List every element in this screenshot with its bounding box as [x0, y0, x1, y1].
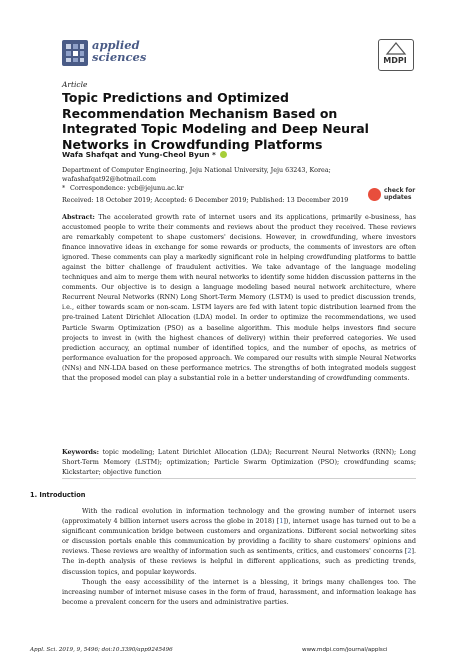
journal-name-line1: applied	[92, 38, 140, 52]
journal-name-line2: sciences	[92, 50, 147, 64]
check-updates-line1: check for	[384, 187, 416, 194]
footer-url[interactable]: www.mdpi.com/journal/applsci	[302, 647, 388, 653]
citation-link[interactable]: 1	[279, 517, 284, 526]
keywords-text: topic modeling; Latent Dirichlet Allocation (LDA); Recurrent Neural Networks (RNN); Long Short-Term Memory (LSTM); optimization; Particle Swarm Optimization (PSO); crowdfunding scams; Kickstarter; objective function	[62, 448, 417, 476]
abstract-label: Abstract:	[62, 213, 95, 221]
paragraph-text: With the radical evolution in information technology and the growing number of internet users (approximately 4 billion internet users across the globe in 2018) [	[62, 507, 416, 526]
paragraph-text: ]. The in-depth analysis of these reviews is helpful in different applications, such as predicting trends, discussion topics, and popular keywords.	[62, 547, 416, 576]
introduction-body	[62, 506, 416, 607]
keywords	[62, 447, 416, 477]
paragraph: Though the easy accessibility of the internet is a blessing, it brings many challenges too. The increasing number of internet misuse cases in the form of fraud, harassment, and information leakage has become a prevalent concern for the users and administrative parties.	[62, 577, 416, 606]
paragraph-text: ]), internet usage has turned out to be a significant communication bridge between customers and organizations. Different social networking sites or discussion portals enable this communication by providing a facility to share customers' opinions and reviews. These reviews are wealthy of information such as sentiments, critics, and customers' concerns [	[62, 517, 416, 556]
abstract-text: The accelerated growth rate of internet users and its applications, primarily e-business, has accustomed people to write their comments and reviews about the product they received. These reviews are remarkably competent to shape customers' decisions. However, in crowdfunding, where investors finance innovative ideas in exchange for some rewards or products, the comments of investors are often ignored. These comments can play a markedly significant role in helping crowdfunding platforms to battle against the bitter challenge of fraudulent activities. We take advantage of the language modeling techniques and aim to merge them with neural networks to identify some hidden discussion patterns in the comments. Our objective is to design a language modeling based neural network architecture, where Recurrent Neural Networks (RNN) Long Short-Term Memory (LSTM) is used to predict discussion trends, i.e., either towards scam or non-scam. LSTM layers are fed with latent topic distribution learned from the pre-trained Latent Dirichlet Allocation (LDA) model. In order to optimize the recommendations, we used Particle Swarm Optimization (PSO) as a baseline algorithm. This module helps investors find secure projects to invest in (with the highest chances of delivery) within their preferred categories. We used prediction accuracy, an optimal number of identified topics, and the number of epochs, as metrics of performance evaluation for the proposed approach. We compared our results with simple Neural Networks (NNs) and NN-LDA based on these performance metrics. The strengths of both integrated models suggest that the proposed model can play a substantial role in a better understanding of crowdfunding comments.	[62, 213, 416, 382]
divider	[62, 478, 416, 479]
publisher-name: MDPI	[383, 56, 407, 65]
article-type: Article	[62, 80, 88, 89]
page-title: Topic Predictions and Optimized Recommendation Mechanism Based on Integrated Topic Modeling and Deep Neural Networks in Crowdfunding Platforms	[62, 90, 369, 152]
affiliation: Department of Computer Engineering, Jeju National University, Jeju 63243, Korea; wafashafqat92@hotmail.com	[62, 166, 331, 183]
authors-line	[62, 150, 227, 159]
footer-citation: Appl. Sci. 2019, 9, 5496; doi:10.3390/app9245496	[30, 647, 173, 653]
orcid-icon[interactable]	[220, 151, 227, 158]
journal-logo-icon	[62, 40, 88, 66]
check-for-updates-button[interactable]	[368, 186, 416, 206]
journal-name	[92, 39, 146, 63]
correspondence: Correspondence: ycb@jejunu.ac.kr	[70, 184, 184, 192]
check-updates-line2: updates	[384, 194, 412, 201]
keywords-label: Keywords:	[62, 448, 100, 456]
authors: Wafa Shafqat and Yung-Cheol Byun *	[62, 150, 216, 159]
check-updates-icon	[368, 188, 381, 201]
citation-link[interactable]: 2	[407, 547, 412, 556]
paragraph	[62, 506, 416, 577]
abstract	[62, 212, 416, 383]
asterisk-icon: *	[62, 184, 66, 192]
publication-dates: Received: 18 October 2019; Accepted: 6 December 2019; Published: 13 December 2019	[62, 196, 349, 204]
section-heading: 1. Introduction	[30, 491, 86, 499]
mdpi-logo-icon	[378, 39, 414, 71]
